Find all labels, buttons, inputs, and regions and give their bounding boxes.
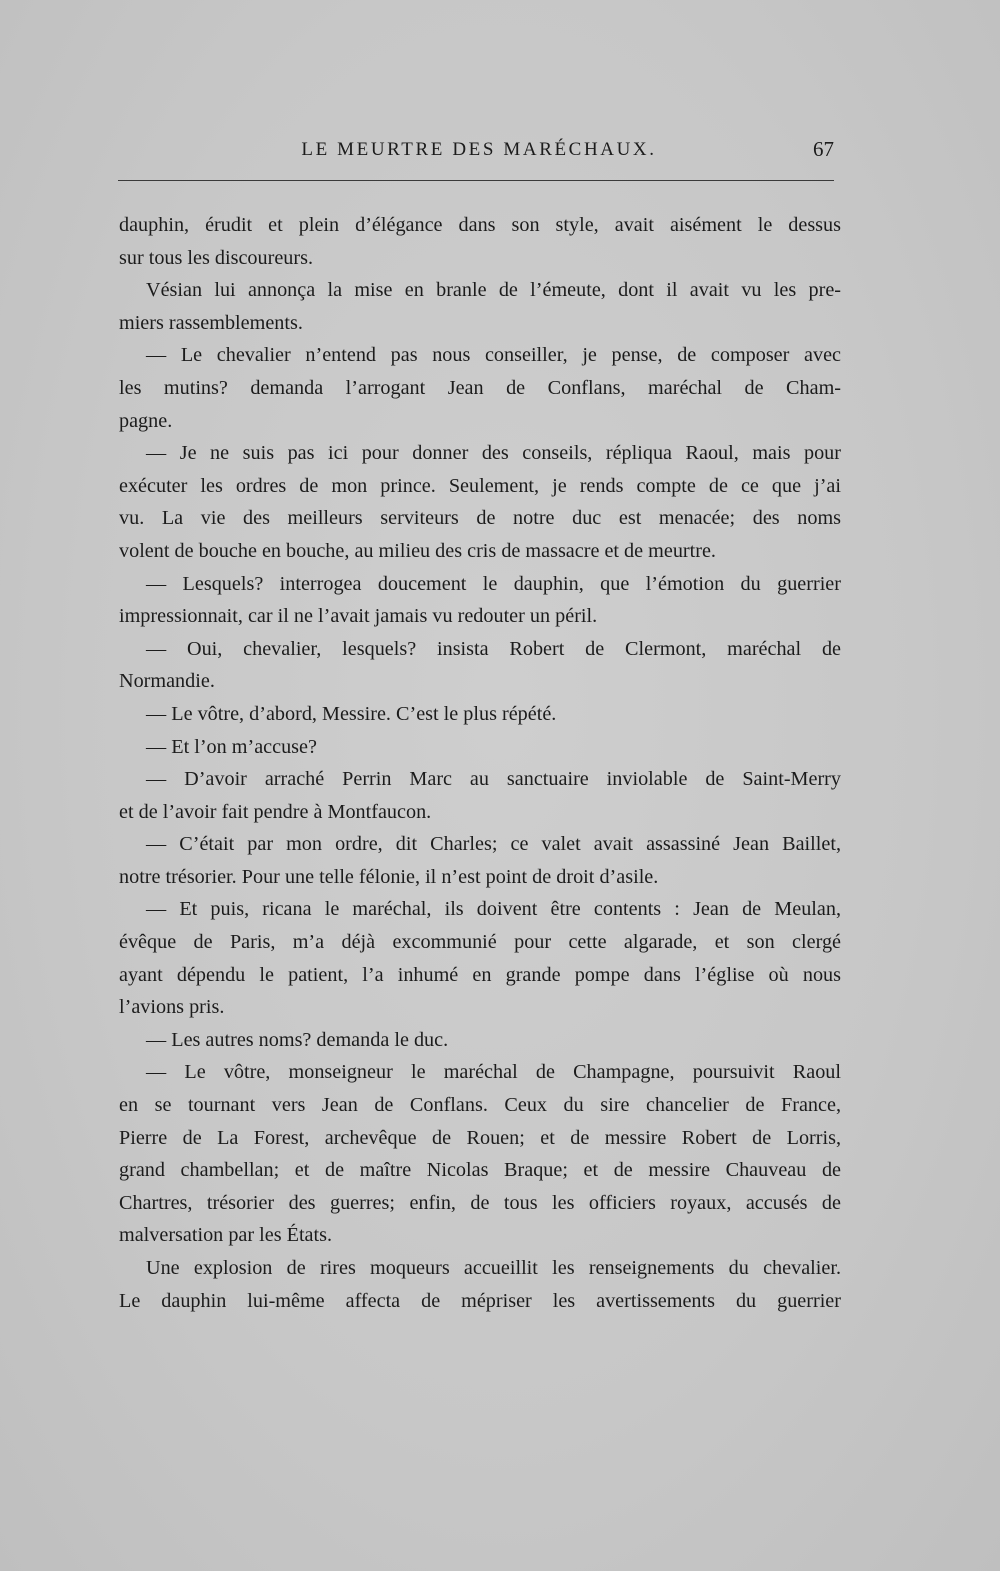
text-line: — C’était par mon ordre, dit Charles; ce valet avait assassiné Jean Baillet, (146, 833, 841, 856)
text-line: — Le vôtre, monseigneur le maréchal de Champagne, poursuivit Raoul (146, 1061, 841, 1084)
text-line: impressionnait, car il ne l’avait jamais vu redouter un péril. (119, 605, 598, 628)
text-line: malversation par les États. (119, 1224, 333, 1247)
text-line: grand chambellan; et de maître Nicolas Braque; et de messire Chauveau de (119, 1159, 841, 1182)
running-title: LE MEURTRE DES MARÉCHAUX. (301, 139, 657, 160)
text-line: — Je ne suis pas ici pour donner des conseils, répliqua Raoul, mais pour (146, 442, 841, 465)
text-line: vu. La vie des meilleurs serviteurs de notre duc est menacée; des noms (119, 507, 841, 530)
text-line: exécuter les ordres de mon prince. Seulement, je rends compte de ce que j’ai (119, 474, 841, 497)
body-text (119, 209, 841, 1317)
text-line: — Le chevalier n’entend pas nous conseiller, je pense, de composer avec (146, 344, 841, 367)
header-rule (118, 180, 834, 181)
text-line: Une explosion de rires moqueurs accueillit les renseignements du chevalier. (146, 1257, 841, 1279)
text-line: — Et l’on m’accuse? (146, 735, 317, 758)
running-head (118, 137, 840, 167)
text-line: Vésian lui annonça la mise en branle de l’émeute, dont il avait vu les pre- (146, 279, 841, 302)
text-line: et de l’avoir fait pendre à Montfaucon. (119, 800, 432, 823)
text-line: Pierre de La Forest, archevêque de Rouen; et de messire Robert de Lorris, (119, 1126, 841, 1149)
text-line: volent de bouche en bouche, au milieu des cris de massacre et de meurtre. (119, 539, 716, 562)
text-line: dauphin, érudit et plein d’élégance dans son style, avait aisément le dessus (119, 214, 841, 236)
text-line: miers rassemblements. (119, 311, 303, 334)
text-line: l’avions pris. (119, 996, 225, 1019)
page-number: 67 (813, 137, 834, 161)
text-line: — Et puis, ricana le maréchal, ils doivent être contents : Jean de Meulan, (146, 898, 841, 921)
text-line: sur tous les discoureurs. (119, 246, 313, 269)
text-line: — Lesquels? interrogea doucement le dauphin, que l’émotion du guerrier (146, 572, 841, 595)
text-line: en se tournant vers Jean de Conflans. Ceux du sire chancelier de France, (119, 1094, 841, 1117)
text-line: Le dauphin lui-même affecta de mépriser les avertissements du guerrier (119, 1289, 841, 1312)
text-line: — Oui, chevalier, lesquels? insista Robert de Clermont, maréchal de (146, 637, 841, 660)
text-line: — D’avoir arraché Perrin Marc au sanctuaire inviolable de Saint-Merry (146, 768, 841, 791)
text-line: — Les autres noms? demanda le duc. (146, 1028, 449, 1051)
text-line: notre trésorier. Pour une telle félonie, il n’est point de droit d’asile. (119, 865, 659, 888)
text-line: les mutins? demanda l’arrogant Jean de Conflans, maréchal de Cham- (119, 376, 841, 399)
text-line: évêque de Paris, m’a déjà excommunié pour cette algarade, et son clergé (119, 931, 841, 954)
text-line: pagne. (119, 409, 173, 432)
text-line: — Le vôtre, d’abord, Messire. C’est le plus répété. (146, 702, 557, 725)
text-line: ayant dépendu le patient, l’a inhumé en grande pompe dans l’église où nous (119, 963, 841, 986)
text-line: Chartres, trésorier des guerres; enfin, de tous les officiers royaux, accusés de (119, 1191, 841, 1214)
text-line: Normandie. (119, 670, 215, 693)
